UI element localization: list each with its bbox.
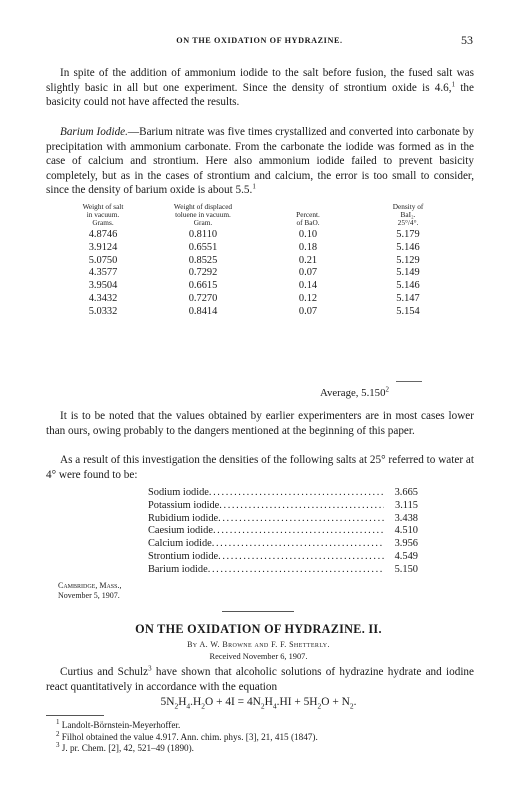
list-item: Barium iodide . . . 5.150 [148,564,418,577]
footnote-3: $^3$ J. pr. Chem. [2], 42, 521–49 (1890). [56,741,194,754]
running-title: ON THE OXIDATION OF HYDRAZINE. [176,36,343,45]
section-heading-barium-iodide: Barium Iodide. [60,126,128,138]
salt-density-list [148,487,418,577]
average-value: 5.150 [361,387,386,399]
table-row: 3.9504 0.6615 0.14 5.146 [88,280,420,292]
running-header [46,33,473,50]
list-item: Strontium iodide . . . 4.549 [148,551,418,564]
column-header-percent-bao: Percent. of BaO. [296,210,320,227]
footnotes [46,717,476,755]
footnote-1: $^1$ Landolt-Börnstein-Meyerhoffer. [56,717,181,730]
signoff-date: November 5, 1907. [58,591,120,600]
paragraph-text-cont: the basicity could not have affected the results. [46,81,474,108]
signoff-place: Cambridge, Mass., [58,581,122,590]
average-rule [396,381,422,382]
column-header-weight-toluene: Weight of displaced toluene in vacuum. Gram. [173,202,233,227]
footnote-ref: 2 [385,385,389,394]
list-item: Calcium iodide . . . 3.956 [148,538,418,551]
footnote-ref: 1 [252,182,256,191]
paragraph-barium-iodide [46,125,474,198]
table-row: 4.3577 0.7292 0.07 5.149 [88,267,420,279]
paragraph-text: —Barium nitrate was five times crystallized and converted into carbonate by precipitation with ammonium carbonate. From the carbonate the iodide was formed as in the case of calcium and strontium. Here also ammonium iodide failed to prevent basicity completely, but as in the cases of strontium and calcium, the error is too small to consider, since the density of barium oxide is about 5.5. [46,126,474,196]
article-title: ON THE OXIDATION OF HYDRAZINE. II. [135,622,382,636]
table-row: 5.0332 0.8414 0.07 5.154 [88,305,420,317]
footnote-rule [46,715,104,716]
paragraph-earlier-values: It is to be noted that the values obtained by earlier experimenters are in most cases lower than ours, owing probably to the dangers mentioned at the beginning of this paper. [46,410,474,437]
paragraph-curtius-schulz: Curtius and Schulz$^3$ have shown that alcoholic solutions of hydrazine hydrate and iodine react quantitatively in accordance with the equation [46,664,474,693]
footnote-2: $^2$ Filhol obtained the value 4.917. Ann. chim. phys. [3], 21, 415 (1847). [56,729,318,742]
reaction-equation: $5N_2H_4.H_2O + 4I = 4N_2H_4.HI + 5H_2O + N_2$. [160,696,357,711]
article-separator [222,611,294,612]
received-date: Received November 6, 1907. [209,652,308,661]
table-row: 3.9124 0.6551 0.18 5.146 [88,241,420,253]
page-number: 53 [461,33,473,47]
footnote-ref: 3 [148,664,152,673]
table-row: 4.3432 0.7270 0.12 5.147 [88,292,420,304]
paragraph-text: In spite of the addition of ammonium iodide to the salt before fusion, the fused salt was slightly basic in all but one experiment. Since the density of strontium oxide is 4.6, [46,67,474,94]
column-header-weight-salt: Weight of salt in vacuum. Grams. [82,202,124,227]
barium-iodide-density-table [58,203,458,319]
average-line [320,387,389,399]
table-row: 4.8746 0.8110 0.10 5.179 [88,229,420,240]
article-authors: By A. W. Browne and F. F. Shetterly. [187,640,330,649]
footnote-ref: 1 [451,79,456,88]
table-row: 5.0750 0.8525 0.21 5.129 [88,254,420,266]
column-header-density: Density of BaI₂. 25°/4°. [392,202,424,227]
paragraph-densities-intro: As a result of this investigation the densities of the following salts at 25° referred to water at 4° were found to be: [46,454,474,481]
list-item: Sodium iodide . . . 3.665 [148,487,418,500]
list-item: Caesium iodide . . . 4.510 [148,525,418,538]
signoff [58,581,121,601]
table-header-row [58,203,458,229]
paragraph-strontium-result [46,66,474,110]
list-item: Potassium iodide . . . 3.115 [148,500,418,513]
average-label: Average, [320,387,359,399]
list-item: Rubidium iodide . . . 3.438 [148,513,418,526]
